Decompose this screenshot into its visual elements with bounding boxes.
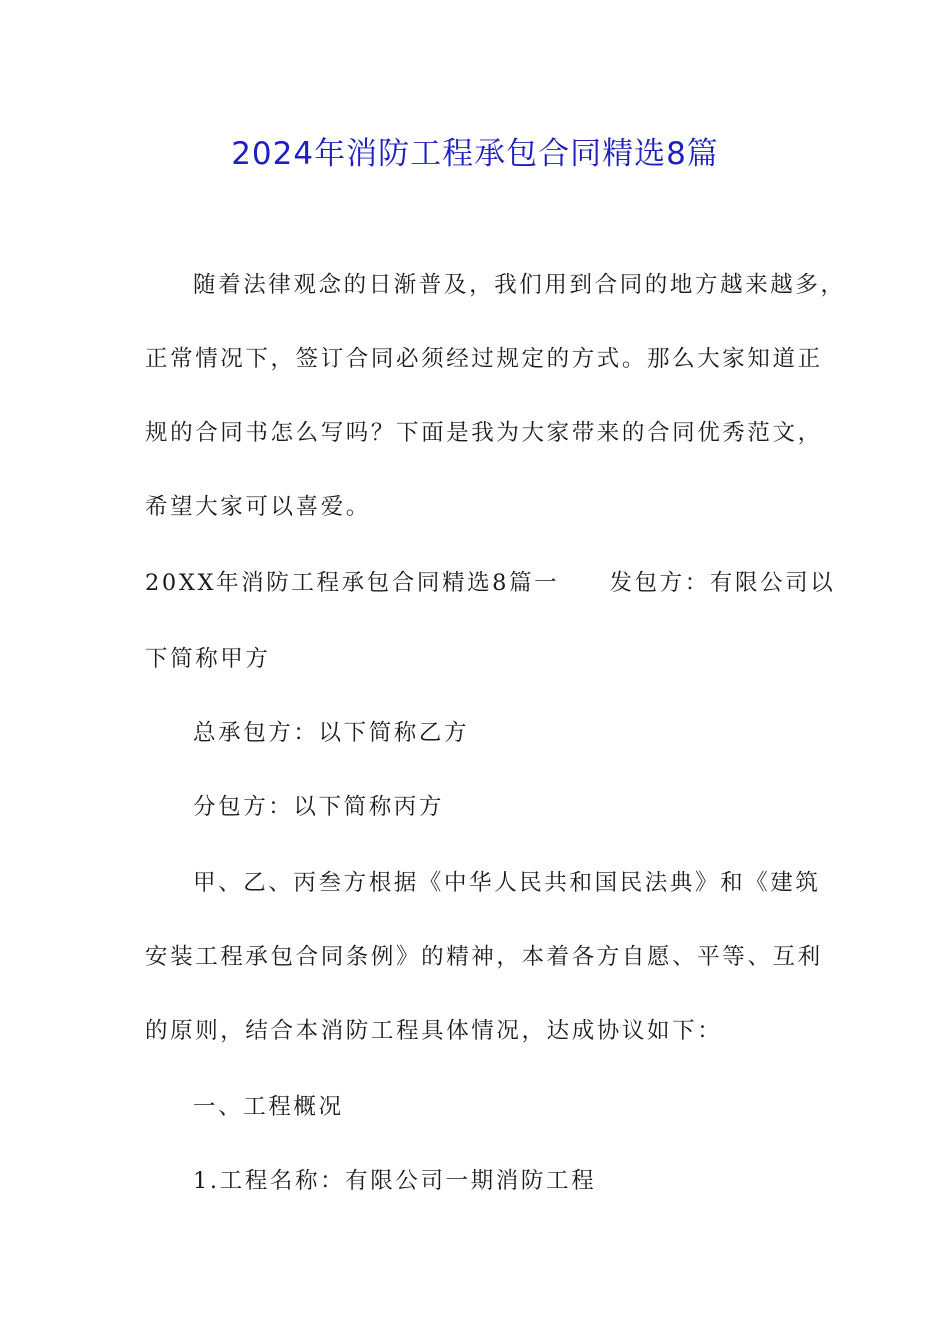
clause-item-line: 1.工程名称：有限公司一期消防工程 xyxy=(193,1168,597,1194)
paragraph-line: 的原则，结合本消防工程具体情况，达成协议如下： xyxy=(145,1018,723,1044)
paragraph-line: 甲、乙、丙叁方根据《中华人民共和国民法典》和《建筑 xyxy=(193,870,821,896)
paragraph-line: 下简称甲方 xyxy=(145,646,271,672)
document-title: 2024年消防工程承包合同精选8篇 xyxy=(231,136,719,172)
clause-heading-line: 一、工程概况 xyxy=(193,1094,344,1120)
paragraph-line: 随着法律观念的日渐普及，我们用到合同的地方越来越多， xyxy=(193,272,846,298)
section-heading-line: 20XX年消防工程承包合同精选8篇一 发包方：有限公司以 xyxy=(145,570,836,596)
paragraph-line: 分包方：以下简称丙方 xyxy=(193,794,445,820)
paragraph-line: 安装工程承包合同条例》的精神，本着各方自愿、平等、互利 xyxy=(145,944,823,970)
paragraph-line: 规的合同书怎么写吗？下面是我为大家带来的合同优秀范文， xyxy=(145,420,823,446)
paragraph-line: 总承包方：以下简称乙方 xyxy=(193,720,470,746)
paragraph-line: 希望大家可以喜爱。 xyxy=(145,494,371,520)
paragraph-line: 正常情况下，签订合同必须经过规定的方式。那么大家知道正 xyxy=(145,346,823,372)
